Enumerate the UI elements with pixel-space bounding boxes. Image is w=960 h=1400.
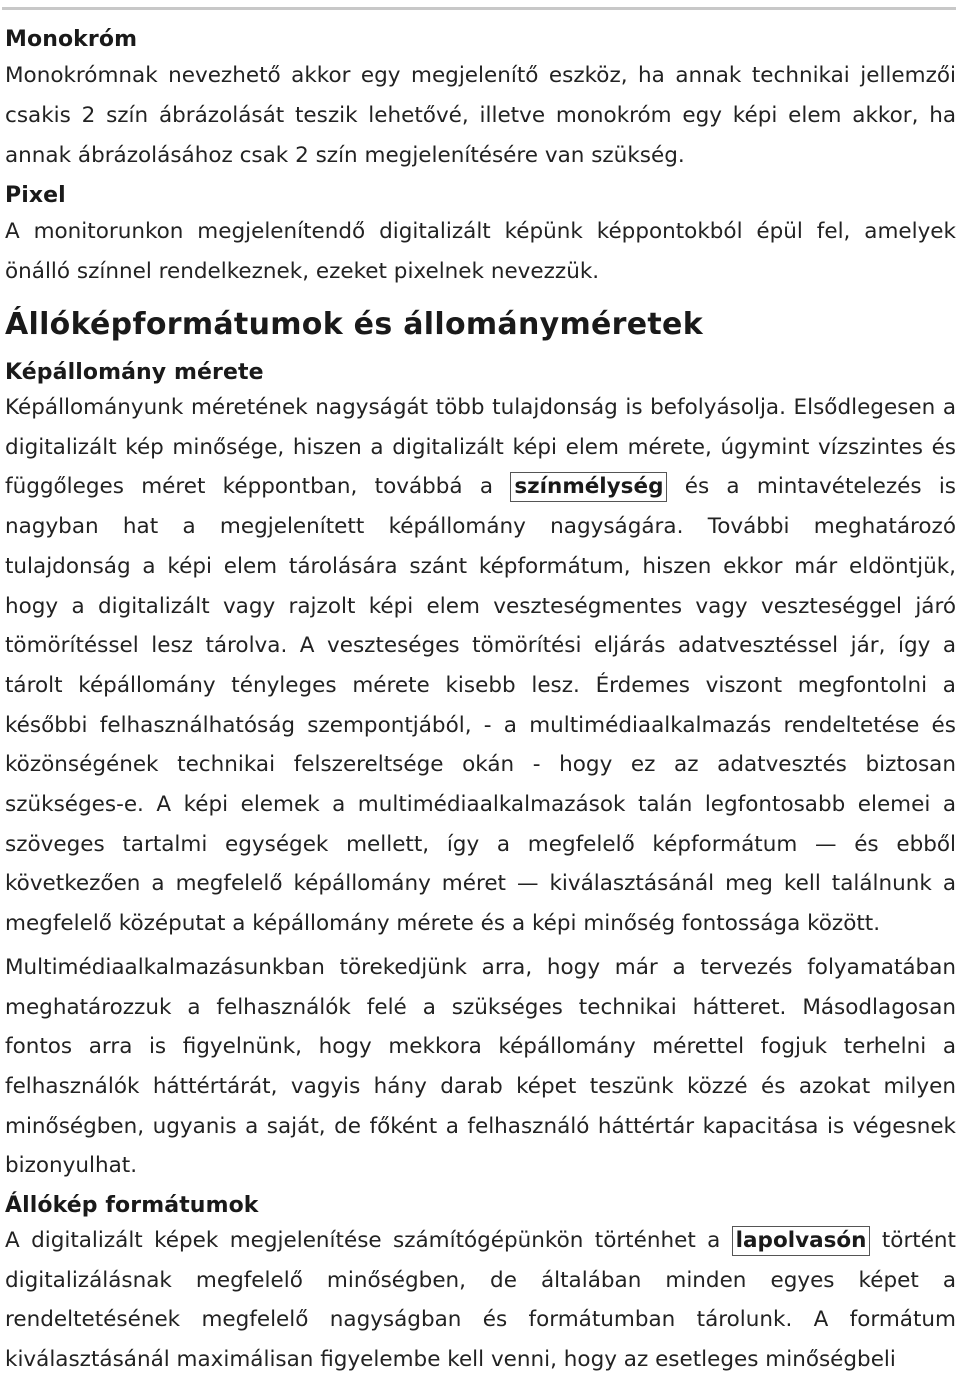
paragraph-pixel: A monitorunkon megjelenítendő digitalizált képünk képpontokból épül fel, amelyek önálló színnel rendelkeznek, ezeket pixelnek nevezzük. xyxy=(5,219,956,284)
paragraph-text: és a mintavételezés is nagyban hat a megjelenített képállomány nagyságára. További meghatározó tulajdonság a képi elem tárolására szánt képformátum, hiszen ekkor már eldöntjük, hogy a digitalizált vagy rajzolt képi elem veszteségmentes vagy veszteséggel járó tömörítéssel lesz tárolva. A veszteséges tömörítési eljárás adatvesztéssel jár, így a tárolt képállomány tényleges mérete kisebb lesz. Érdemes viszont megfontolni a későbbi felhasználhatóság szempontjából, - a multimédiaalkalmazás rendeltetése és közönségének technikai felszereltsége okán - hogy ez az adatvesztés biztosan szükséges-e. A képi elemek a multimédiaalkalmazások talán legfontosabb elemei a szöveges tartalmi egységek mellett, így a megfelelő képformátum — és ebből következően a megfelelő képállomány méret — kiválasztásánál meg kell találnunk a megfelelő középutat a képállomány mérete és a képi minőség fontossága között. xyxy=(5,474,956,937)
section-heading-kepallomany: Képállomány mérete xyxy=(5,360,264,385)
section-formatumok xyxy=(5,1191,956,1380)
link-szinmelyseg[interactable]: színmélység xyxy=(510,472,667,502)
top-divider xyxy=(2,7,956,10)
main-heading: Állóképformátumok és állományméretek xyxy=(5,307,703,342)
paragraph-text: A digitalizált képek megjelenítése számítógépünkön történhet a xyxy=(5,1228,732,1254)
paragraph-monokrom: Monokrómnak nevezhető akkor egy megjelenítő eszköz, ha annak technikai jellemzői csakis 2 szín ábrázolását teszik lehetővé, illetve monokróm egy képi elem akkor, ha annak ábrázolásához csak 2 szín megjelenítésére van szükség. xyxy=(5,63,956,168)
paragraph-kepallomany-1 xyxy=(5,388,956,944)
section-heading-monokrom: Monokróm xyxy=(5,27,138,52)
document-body xyxy=(5,26,956,1380)
paragraph-formatumok xyxy=(5,1221,956,1380)
section-pixel xyxy=(5,182,956,292)
section-kepallomany xyxy=(5,358,956,1186)
section-monokrom xyxy=(5,26,956,176)
section-heading-formatumok: Állókép formátumok xyxy=(5,1193,259,1219)
link-lapolvason[interactable]: lapolvasón xyxy=(732,1226,871,1256)
paragraph-text: Képállományunk méretének nagyságát több tulajdonság is befolyásolja. Elsődlegesen a digitalizált kép minősége, hiszen a digitalizált képi elem mérete, úgymint vízszintes és függőleges méret képpontban, továbbá a xyxy=(5,395,956,500)
section-heading-pixel: Pixel xyxy=(5,183,66,208)
paragraph-kepallomany-2: Multimédiaalkalmazásunkban törekedjünk arra, hogy már a tervezés folyamatában meghatározzuk a felhasználók felé a szükséges technikai hátteret. Másodlagosan fontos arra is figyelnünk, hogy mekkora képállomány mérettel fogjuk terhelni a felhasználók háttértárát, vagyis hány darab képet teszünk közzé és azokat milyen minőségben, ugyanis a saját, de főként a felhasználó háttértár kapacitása is végesnek bizonyulhat. xyxy=(5,954,956,1179)
paragraph-text: történt digitalizálásnak megfelelő minőségben, de általában minden egyes képet a rendeltetésének megfelelő nagyságban és formátumban tárolunk. A formátum kiválasztásánál maximálisan figyelembe kell venni, hogy az esetleges minőségbeli xyxy=(5,1228,956,1373)
